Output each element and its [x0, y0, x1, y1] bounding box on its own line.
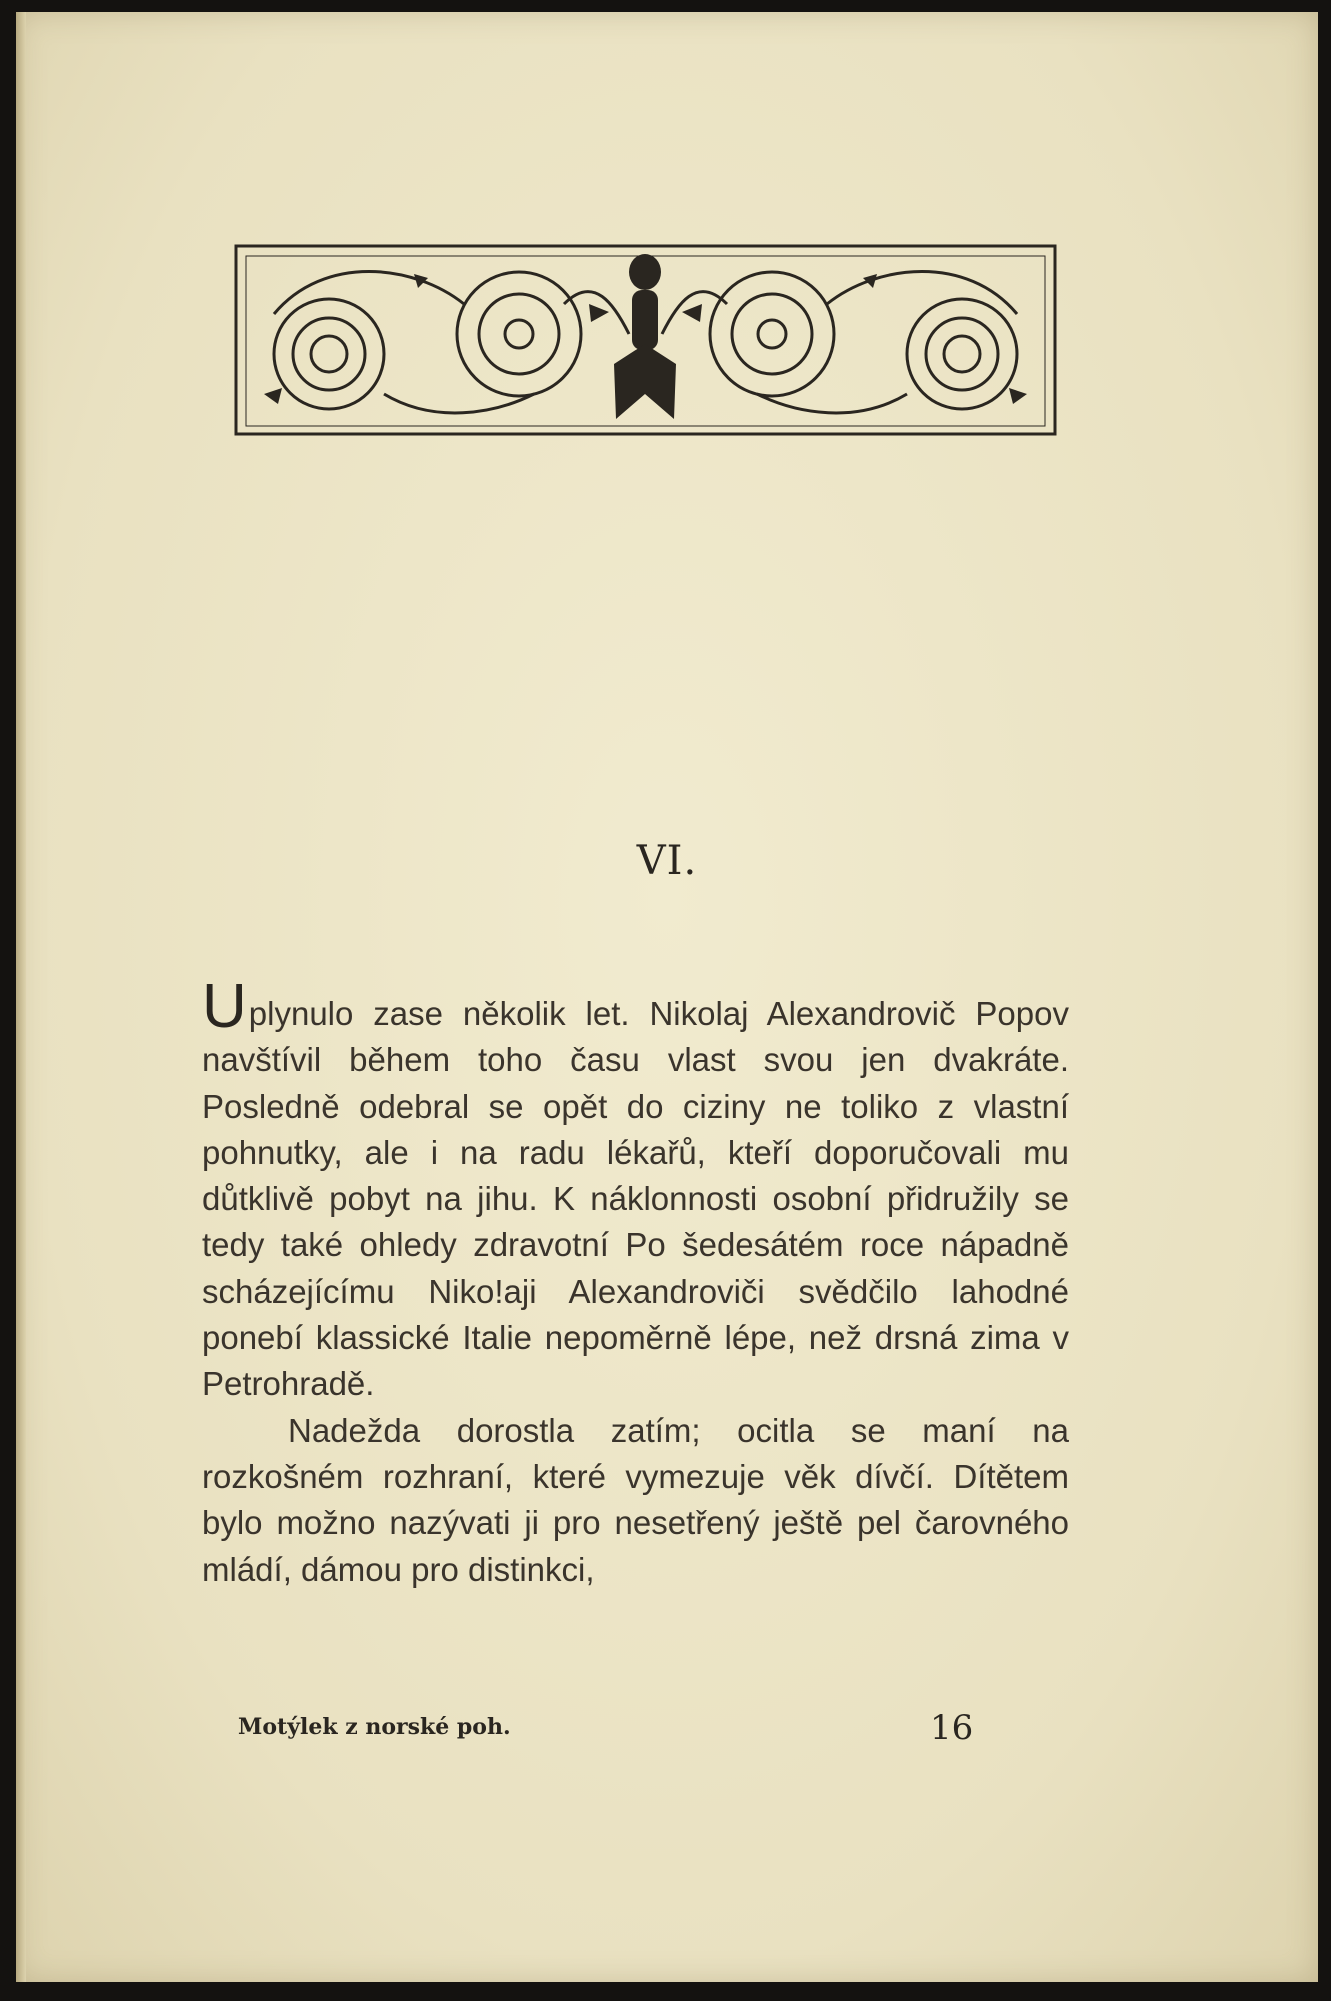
page-spine-edge — [16, 12, 26, 1982]
signature-mark: Motýlek z norské poh. — [238, 1714, 511, 1740]
book-page — [16, 12, 1318, 1982]
paragraph-2: Nadežda dorostla zatím; ocitla se maní na rozkošném rozhraní, které vymezuje věk dívčí. Dítětem bylo možno nazývati ji pro nesetřený ještě pel čarovného mládí, dámou pro distinkci, — [202, 1411, 1069, 1588]
headpiece-ornament — [234, 244, 1057, 439]
paragraph-1-text: plynulo zase několik let. Nikolaj Alexandrovič Popov navštívil během toho času vlast svou jen dvakráte. Posledně odebral se opět do ciziny ne toliko z vlastní pohnutky, ale i na radu lékařů, kteří doporučovali mu důtklivě pobyt na jihu. K náklonnosti osobní přidružily se tedy také ohledy zdravotní Po šedesátém roce nápadně scházejícímu Niko!aji Alexandroviči svědčilo lahodné ponebí klassické Italie nepoměrně lépe, než drsná zima v Petrohradě. — [202, 995, 1069, 1403]
drop-cap: U — [202, 972, 247, 1041]
page-number: 16 — [930, 1708, 974, 1748]
body-text — [202, 972, 1069, 1593]
paragraph-1 — [202, 972, 1069, 1408]
chapter-number: VI. — [636, 838, 698, 884]
